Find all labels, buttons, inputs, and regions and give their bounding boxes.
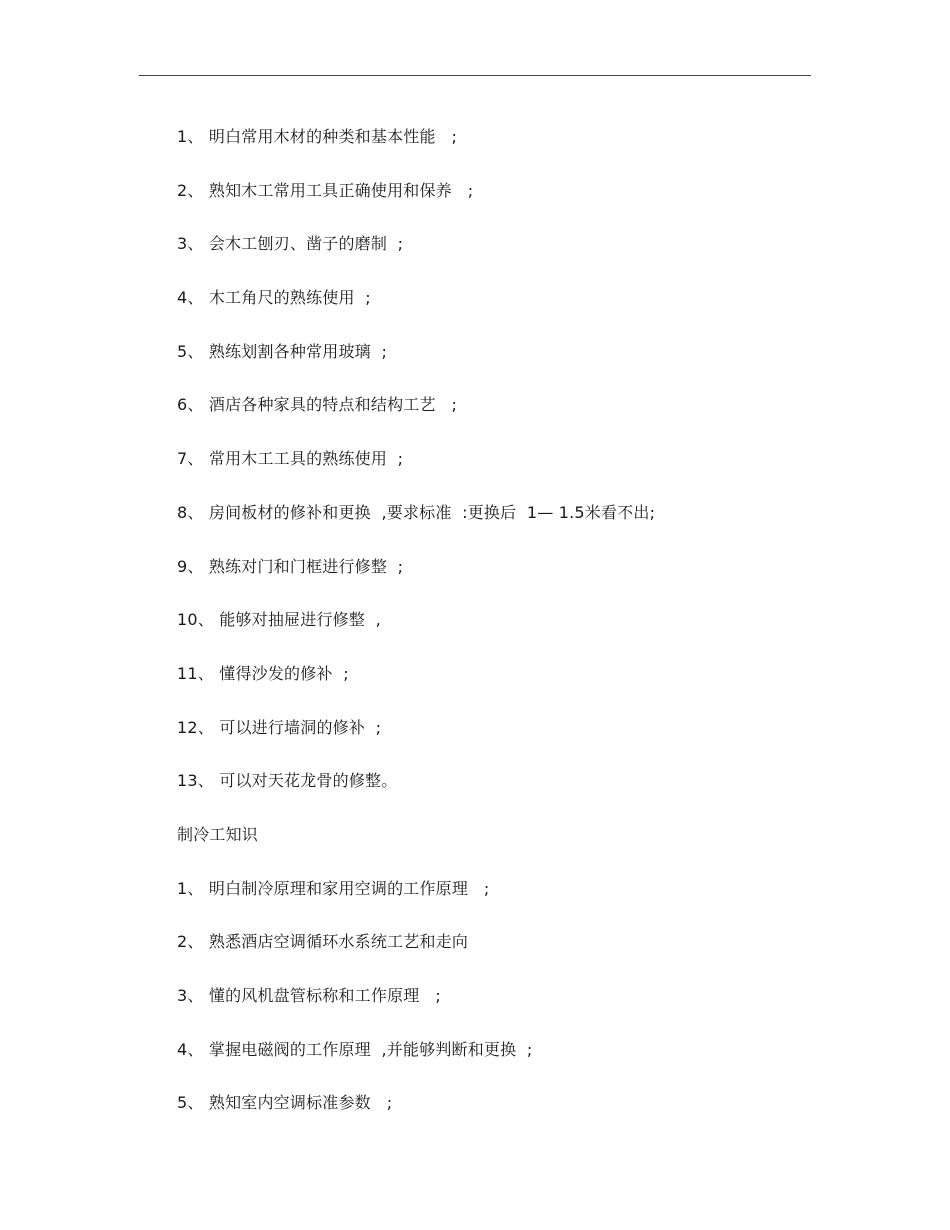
refrigeration-item-1: 1、 明白制冷原理和家用空调的工作原理 ; <box>177 878 490 898</box>
list-item-9: 9、 熟练对门和门框进行修整 ; <box>177 556 404 576</box>
list-item-2: 2、 熟知木工常用工具正确使用和保养 ; <box>177 180 474 200</box>
document-body <box>177 122 817 1142</box>
list-item-3: 3、 会木工刨刃、凿子的磨制 ; <box>177 234 404 254</box>
list-item-13: 13、 可以对天花龙骨的修整。 <box>177 771 398 791</box>
section-heading: 制冷工知识 <box>177 824 259 844</box>
refrigeration-item-4: 4、 掌握电磁阀的工作原理 ,并能够判断和更换 ; <box>177 1039 533 1059</box>
list-item-5: 5、 熟练划割各种常用玻璃 ; <box>177 341 388 361</box>
refrigeration-item-3: 3、 懂的风机盘管标称和工作原理 ; <box>177 986 441 1005</box>
list-item-6: 6、 酒店各种家具的特点和结构工艺 ; <box>177 395 458 415</box>
refrigeration-item-5: 5、 熟知室内空调标准参数 ; <box>177 1093 393 1113</box>
header-rule <box>139 75 811 76</box>
refrigeration-item-2: 2、 熟悉酒店空调循环水系统工艺和走向 <box>177 932 469 952</box>
list-item-1: 1、 明白常用木材的种类和基本性能 ; <box>177 127 458 146</box>
list-item-7: 7、 常用木工工具的熟练使用 ; <box>177 449 404 469</box>
list-item-11: 11、 懂得沙发的修补 ; <box>177 663 349 683</box>
list-item-4: 4、 木工角尺的熟练使用 ; <box>177 288 371 308</box>
list-item-12: 12、 可以进行墙洞的修补 ; <box>177 717 382 737</box>
list-item-8: 8、 房间板材的修补和更换 ,要求标准 :更换后 1— 1.5米看不出; <box>177 502 656 522</box>
list-item-10: 10、 能够对抽屉进行修整 , <box>177 610 381 630</box>
